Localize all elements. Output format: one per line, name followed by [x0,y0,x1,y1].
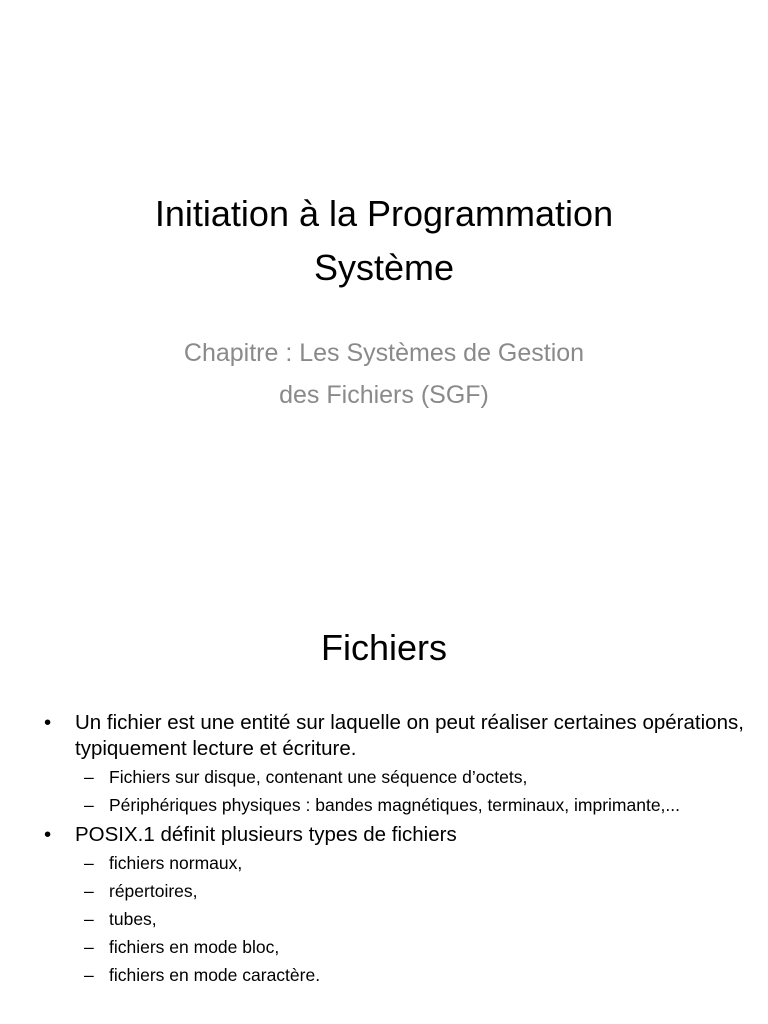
sub-bullet-marker: – [84,909,94,929]
sub-bullet-marker: – [84,937,94,957]
sub-bullet-marker: – [84,965,94,985]
bullet-text: POSIX.1 définit plusieurs types de fichiers [75,823,457,846]
slide-subtitle-line: Chapitre : Les Systèmes de Gestion [183,339,585,367]
sub-bullet-item [44,852,744,875]
sub-bullet-text: Périphériques physiques : bandes magnétiques, terminaux, imprimante,... [109,795,680,815]
slide-subtitle [0,332,768,416]
bullet-text: Un fichier est une entité sur laquelle on peut réaliser certaines opérations, typiquement lecture et écriture. [75,711,744,760]
sub-bullet-item [44,880,744,903]
sub-bullet-marker: – [84,881,94,901]
sub-bullet-text: répertoires, [109,881,198,901]
sub-bullet-text: fichiers normaux, [109,853,243,873]
sub-bullet-item [44,766,744,789]
slide-title-line: Système [313,247,455,288]
sub-bullet-item [44,908,744,931]
sub-bullet-item [44,794,744,817]
bullet-list [44,710,744,992]
sub-bullet-text: fichiers en mode caractère. [109,965,321,985]
sub-bullet-item [44,936,744,959]
slide-title [0,187,768,295]
bullet-item [44,710,744,762]
slide-title-line: Initiation à la Programmation [154,193,614,234]
content-slide [0,576,768,1024]
bullet-marker: • [44,823,52,846]
bullet-marker: • [44,711,52,734]
sub-bullet-text: fichiers en mode bloc, [109,937,280,957]
sub-bullet-text: tubes, [109,909,157,929]
sub-bullet-text: Fichiers sur disque, contenant une séquence d’octets, [109,767,528,787]
sub-bullet-marker: – [84,795,94,815]
sub-bullet-item [44,964,744,987]
sub-bullet-marker: – [84,767,94,787]
slide-title: Fichiers [320,627,448,668]
bullet-item [44,822,744,848]
sub-bullet-marker: – [84,853,94,873]
slide-subtitle-line: des Fichiers (SGF) [279,381,489,409]
